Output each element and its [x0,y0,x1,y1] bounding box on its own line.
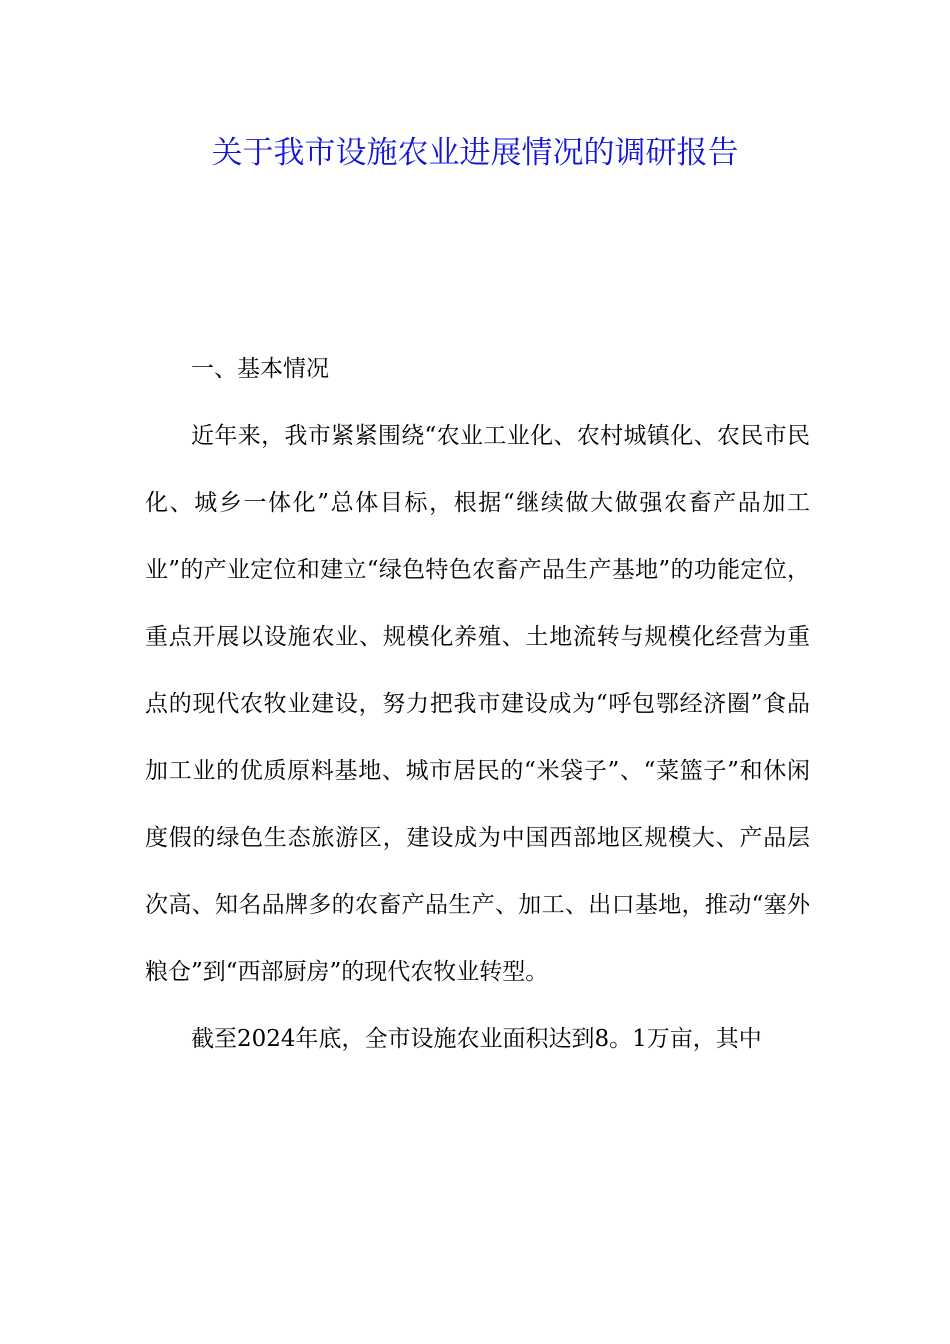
body-paragraph: 近年来，我市紧紧围绕“农业工业化、农村城镇化、农民市民化、城乡一体化”总体目标，根据“继续做大做强农畜产品加工业”的产业定位和建立“绿色特色农畜产品生产基地”的功能定位，重点开展以设施农业、规模化养殖、土地流转与规模化经营为重点的现代农牧业建设，努力把我市建设成为“呼包鄂经济圈”食品加工业的优质原料基地、城市居民的“米袋子”、“菜篮子”和休闲度假的绿色生态旅游区，建设成为中国西部地区规模大、产品层次高、知名品牌多的农畜产品生产、加工、出口基地，推动“塞外粮仓”到“西部厨房”的现代农牧业转型。 [145,423,810,985]
body-paragraph: 截至2024年底，全市设施农业面积达到8。1万亩，其中 [191,1026,762,1052]
section-heading: 一、基本情况 [191,356,329,382]
document-body [145,336,810,1073]
document-title: 关于我市设施农业进展情况的调研报告 [211,135,739,171]
